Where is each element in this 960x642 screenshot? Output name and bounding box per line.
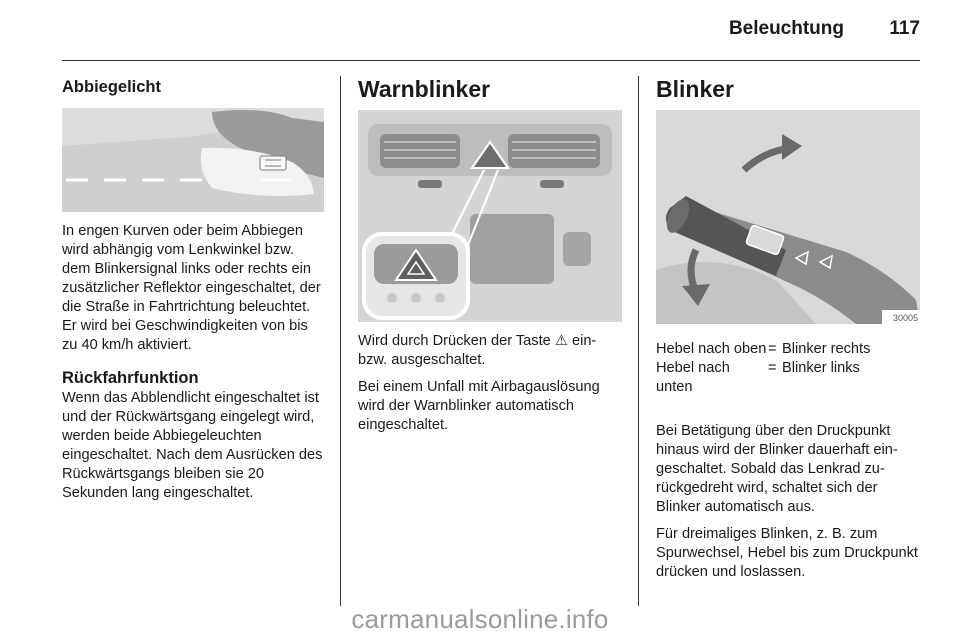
figure-number: 30005	[892, 313, 918, 323]
header-divider	[62, 60, 920, 61]
definition-row	[656, 359, 920, 397]
section-heading-blinker: Blinker	[656, 76, 734, 102]
rueckfahrfunktion-paragraph: Wenn das Abblendlicht eingeschaltet ist und der Rückwärtsgang eingelegt wird, werden beide Abbiegeleuchten eingeschaltet. Nach dem Ausrücken des Rückwärtsgangs bleiben sie 20 Sekunden lang eingeschaltet.	[62, 390, 323, 501]
blinker-paragraph-2: Für dreimaliges Blinken, z. B. zum Spurwechsel, Hebel bis zum Druckpunkt drücken und loslassen.	[656, 526, 918, 580]
page-header-title: Beleuchtung	[728, 18, 844, 39]
definition-value: Blinker links	[782, 360, 860, 376]
blinker-text	[656, 422, 920, 582]
warnblinker-text	[358, 332, 622, 435]
definition-equals: =	[768, 360, 777, 376]
definition-term: Hebel nach oben	[656, 341, 767, 357]
turn-signal-lever-illustration	[656, 110, 920, 324]
column-divider-1	[340, 76, 341, 606]
definition-value: Blinker rechts	[782, 341, 871, 357]
blinker-paragraph-1: Bei Betätigung über den Druckpunkt hinaus wird der Blinker dauerhaft eingeschaltet. Sobald das Lenkrad zurückgedreht wird, schaltet sich der Blinker automatisch aus.	[656, 423, 898, 515]
definition-term: Hebel nach unten	[656, 360, 730, 395]
abbiegelicht-paragraph: In engen Kurven oder beim Abbiegen wird abhängig vom Lenkwinkel bzw. dem Blinkersignal links oder rechts ein zusätzlicher Reflektor eingeschaltet, der die Straße in Fahrtrichtung beleuchtet. Er wird bei Geschwindigkeiten von bis zu 40 km/h aktiviert.	[62, 223, 321, 353]
definition-row	[656, 340, 920, 359]
definition-equals: =	[768, 341, 777, 357]
section-heading-rueckfahrfunktion: Rückfahrfunktion	[62, 369, 199, 387]
page-number: 117	[889, 18, 920, 39]
column-blinker	[656, 70, 920, 104]
warnblinker-paragraph-2: Bei einem Unfall mit Airbagauslösung wird der Warnblinker automatisch eingeschaltet.	[358, 379, 600, 433]
watermark: carmanualsonline.info	[351, 604, 609, 634]
abbiegelicht-text	[62, 222, 324, 503]
column-warnblinker	[358, 70, 622, 104]
warnblinker-paragraph-1: Wird durch Drücken der Taste ⚠ ein- bzw. ausgeschaltet.	[358, 333, 597, 368]
column-divider-2	[638, 76, 639, 606]
section-heading-abbiegelicht: Abbiegelicht	[62, 78, 162, 96]
cornering-light-illustration	[62, 108, 324, 212]
column-abbiegelicht	[62, 70, 324, 98]
lever-definition-table	[656, 340, 920, 397]
section-heading-warnblinker: Warnblinker	[358, 76, 491, 102]
hazard-switch-illustration	[358, 110, 622, 322]
